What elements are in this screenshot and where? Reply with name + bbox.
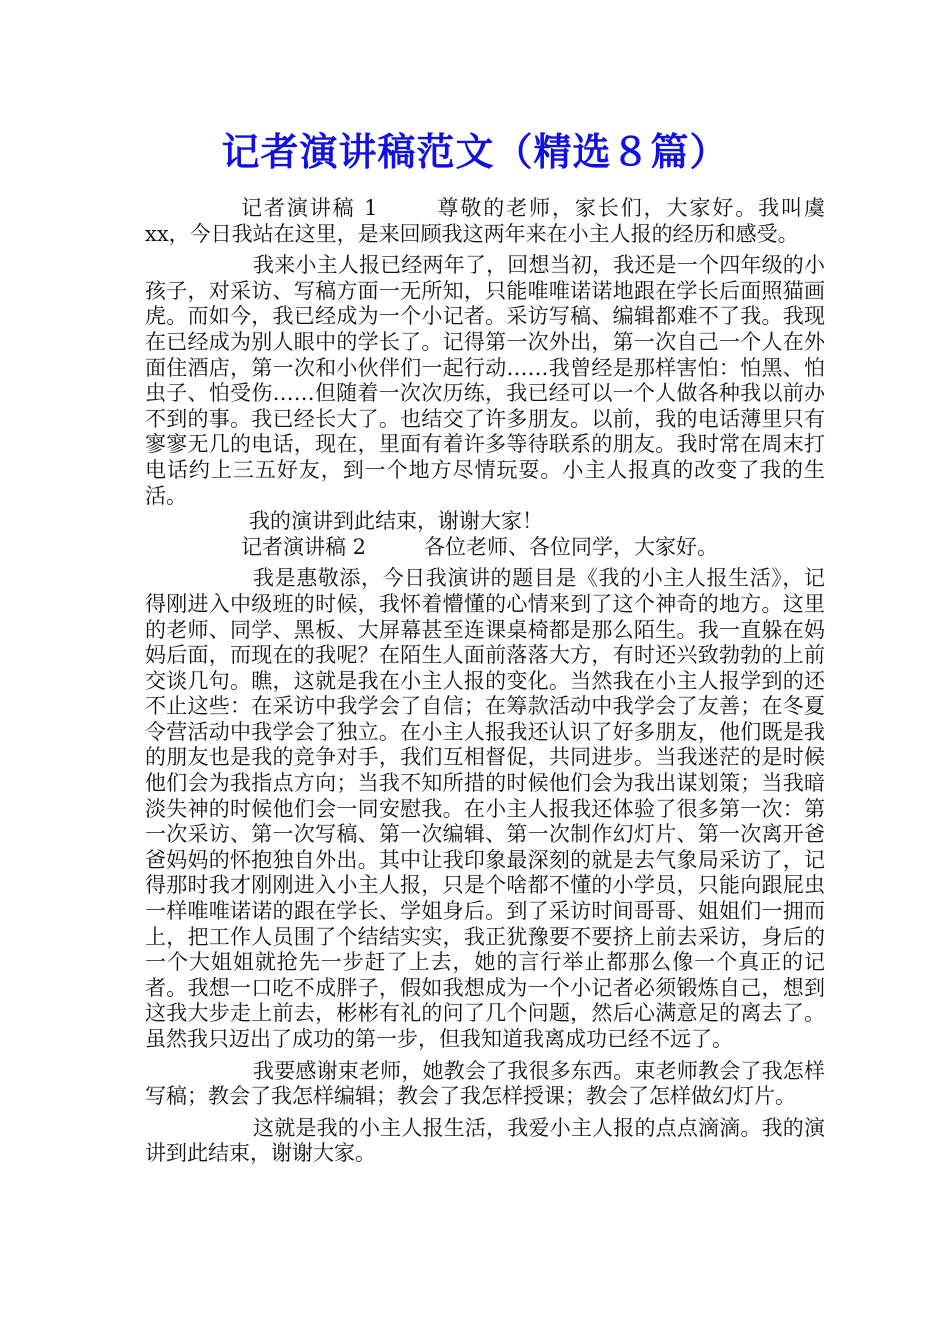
speech1-heading: 记者演讲稿 1 xyxy=(241,196,378,220)
document-body xyxy=(145,196,825,1167)
speech2-paragraph-1: 我是惠敬添，今日我演讲的题目是《我的小主人报生活》，记得刚进入中级班的时候，我怀着懵懂的心情来到了这个神奇的地方。这里的老师、同学、黑板、大屏幕甚至连课桌椅都是那么陌生。我一直躲在妈妈后面，而现在的我呢？在陌生人面前落落大方，有时还兴致勃勃的上前交谈几句。瞧，这就是我在小主人报的变化。当然我在小主人报学到的还不止这些：在采访中我学会了自信；在筹款活动中我学会了友善；在冬夏令营活动中我学会了独立。在小主人报我还认识了好多朋友，他们既是我的朋友也是我的竞争对手，我们互相督促，共同进步。当我迷茫的是时候他们会为我指点方向；当我不知所措的时候他们会为我出谋划策；当我暗淡失神的时候他们会一同安慰我。在小主人报我还体验了很多第一次：第一次采访、第一次写稿、第一次编辑、第一次制作幻灯片、第一次离开爸爸妈妈的怀抱独自外出。其中让我印象最深刻的就是去气象局采访了，记得那时我才刚刚进入小主人报，只是个啥都不懂的小学员，只能向跟屁虫一样唯唯诺诺的跟在学长、学姐身后。到了采访时间哥哥、姐姐们一拥而上，把工作人员围了个结结实实，我正犹豫要不要挤上前去采访，身后的一个大姐姐就抢先一步赶了上去，她的言行举止都那么像一个真正的记者。我想一口吃不成胖子，假如我想成为一个小记者必须锻炼自己，想到这我大步走上前去，彬彬有礼的问了几个问题，然后心满意足的离去了。虽然我只迈出了成功的第一步，但我知道我离成功已经不远了。 xyxy=(145,566,825,1051)
speech2-heading: 记者演讲稿 2 xyxy=(241,534,367,559)
speech1-paragraph: 我来小主人报已经两年了，回想当初，我还是一个四年级的小孩子，对采访、写稿方面一无所知，只能唯唯诺诺地跟在学长后面照猫画虎。而如今，我已经成为一个小记者。采访写稿、编辑都难不了我。我现在已经成为别人眼中的学长了。记得第一次外出，第一次自己一个人在外面住酒店，第一次和小伙伴们一起行动……我曾经是那样害怕：怕黑、怕虫子、怕受伤……但随着一次次历练，我已经可以一个人做各种我以前办不到的事。我已经长大了。也结交了许多朋友。以前，我的电话薄里只有寥寥无几的电话，现在，里面有着许多等待联系的朋友。我时常在周末打电话约上三五好友，到一个地方尽情玩耍。小主人报真的改变了我的生活。 xyxy=(145,253,825,508)
speech2-greeting: 各位老师、各位同学，大家好。 xyxy=(424,534,719,559)
speech2-paragraph-3: 这就是我的小主人报生活，我爱小主人报的点点滴滴。我的演讲到此结束，谢谢大家。 xyxy=(145,1115,825,1166)
speech1-closing: 我的演讲到此结束，谢谢大家！ xyxy=(249,509,543,534)
speech2-intro xyxy=(145,535,825,561)
speech1-intro xyxy=(145,196,825,247)
speech2-paragraph-2: 我要感谢束老师，她教会了我很多东西。束老师教会了我怎样写稿；教会了我怎样编辑；教会了我怎样授课；教会了怎样做幻灯片。 xyxy=(145,1058,825,1109)
speech1-greeting: 尊敬的老师，家长们，大家好。我叫虞xx，今日我站在这里，是来回顾我这两年来在小主人报的经历和感受。 xyxy=(145,196,826,246)
document-title: 记者演讲稿范文（精选８篇） xyxy=(221,129,729,174)
